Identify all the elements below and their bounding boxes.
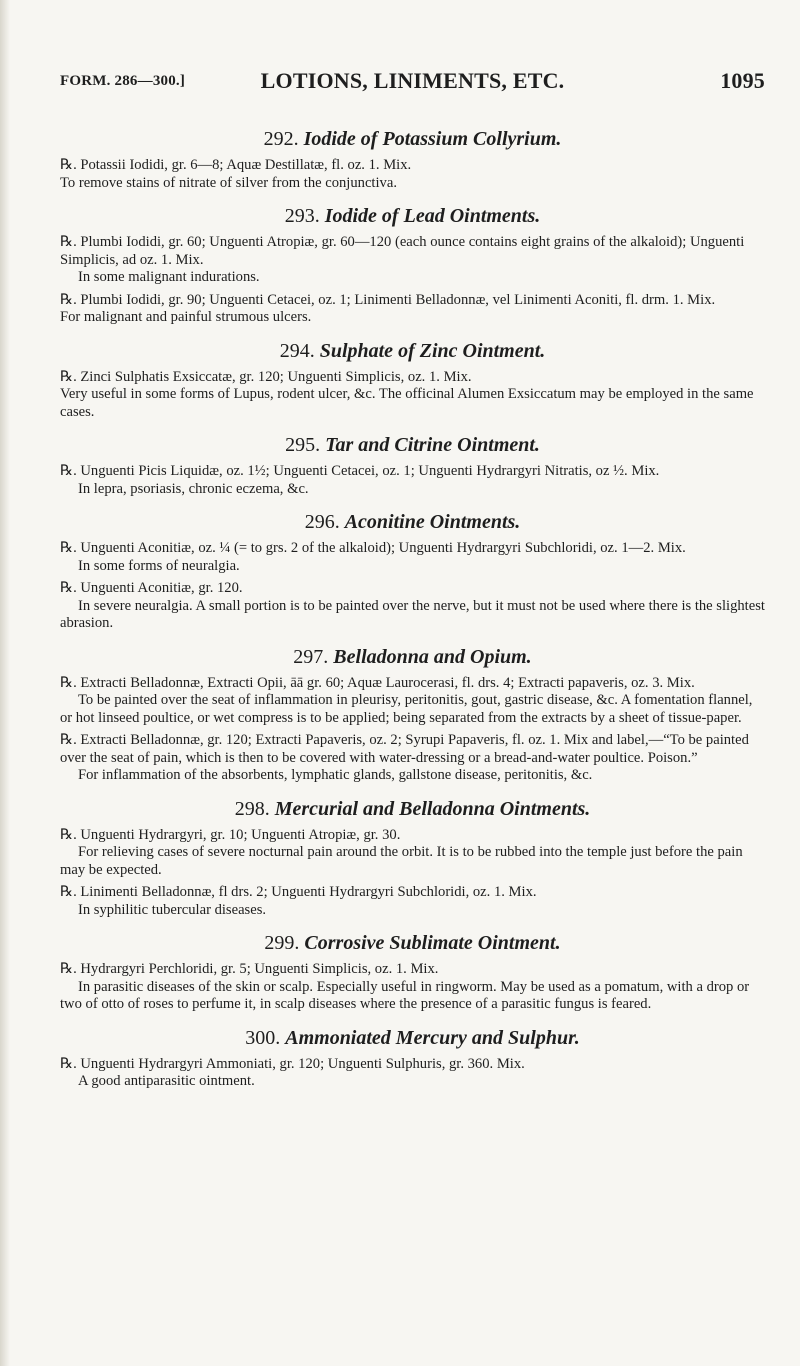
usage-note: In lepra, psoriasis, chronic eczema, &c. [78, 480, 309, 497]
section-number: 300. [245, 1026, 281, 1049]
formula-section [60, 797, 765, 920]
section-heading [60, 797, 765, 821]
section-number: 297. [293, 645, 329, 668]
usage-note: For relieving cases of severe nocturnal pain around the orbit. It is to be rubbed into the temple just before the pain may be expected. [60, 844, 743, 878]
usage-note: Very useful in some forms of Lupus, rodent ulcer, &c. The officinal Alumen Exsiccatum may be employed in the same cases. [60, 386, 754, 420]
usage-note: For inflammation of the absorbents, lymphatic glands, gallstone disease, peritonitis, &c. [78, 767, 593, 783]
prescription: ℞. Unguenti Picis Liquidæ, oz. 1½; Unguenti Cetacei, oz. 1; Unguenti Hydrargyri Nitratis, oz ½. Mix. [60, 463, 660, 479]
formula-section [60, 339, 765, 422]
usage-note: To be painted over the seat of inflammation in pleurisy, peritonitis, gout, gastric disease, &c. A fomentation flannel, or hot linseed poultice, or wet compress is to be applied; being separated from the extracts by a sheet of tissue-paper. [60, 692, 753, 726]
section-number: 293. [284, 205, 320, 227]
running-header [60, 68, 765, 98]
section-title: Tar and Citrine Ointment. [325, 434, 540, 456]
usage-note: In some forms of neuralgia. [78, 557, 240, 574]
formula-section [60, 510, 765, 633]
prescription: ℞. Unguenti Aconitiæ, oz. ¼ (= to grs. 2 of the alkaloid); Unguenti Hydrargyri Subchloridi, oz. 1—2. Mix. [60, 540, 686, 556]
section-number: 292. [263, 128, 299, 150]
prescription: ℞. Plumbi Iodidi, gr. 60; Unguenti Atropiæ, gr. 60—120 (each ounce contains eight grains of the alkaloid); Unguenti Simplicis, ad oz. 1. Mix. [60, 234, 745, 268]
section-title: Mercurial and Belladonna Ointments. [274, 797, 591, 820]
section-number: 296. [304, 511, 340, 533]
usage-note: In syphilitic tubercular diseases. [78, 901, 267, 918]
usage-note: In parasitic diseases of the skin or scalp. Especially useful in ringworm. May be used as a pomatum, with a drop or two of otto of roses to perfume it, in scalp diseases where the presence of a parasitic fungus is feared. [60, 978, 750, 1012]
usage-note: A good antiparasitic ointment. [78, 1073, 255, 1089]
usage-note: In some malignant indurations. [78, 269, 260, 285]
section-title: Iodide of Lead Ointments. [324, 205, 541, 227]
section-number: 299. [264, 932, 300, 954]
formula-section [60, 1026, 765, 1091]
prescription: ℞. Unguenti Hydrargyri, gr. 10; Unguenti Atropiæ, gr. 30. [60, 826, 401, 843]
section-heading [60, 1026, 765, 1050]
prescription: ℞. Unguenti Hydrargyri Ammoniati, gr. 120; Unguenti Sulphuris, gr. 360. Mix. [60, 1055, 525, 1072]
prescription: ℞. Hydrargyri Perchloridi, gr. 5; Unguenti Simplicis, oz. 1. Mix. [60, 961, 439, 977]
section-title: Iodide of Potassium Collyrium. [303, 128, 562, 150]
prescription: ℞. Plumbi Iodidi, gr. 90; Unguenti Cetacei, oz. 1; Linimenti Belladonnæ, vel Linimenti Aconiti, fl. drm. 1. Mix. [60, 291, 716, 308]
prescription: ℞. Unguenti Aconitiæ, gr. 120. [60, 580, 243, 596]
section-heading [60, 339, 765, 363]
formula-section [60, 931, 765, 1014]
prescription: ℞. Extracti Belladonnæ, Extracti Opii, āā gr. 60; Aquæ Laurocerasi, fl. drs. 4; Extracti papaveris, oz. 3. Mix. [60, 674, 695, 691]
formula-section [60, 433, 765, 498]
section-number: 298. [234, 797, 270, 820]
prescription: ℞. Extracti Belladonnæ, gr. 120; Extracti Papaveris, oz. 2; Syrupi Papaveris, fl. oz. 1. Mix and label,—“To be painted over the seat of pain, which is then to be covered with water-dressing or a bread-and-water poultice. Poison.” [60, 732, 749, 766]
section-number: 294. [279, 339, 315, 362]
page-number: 1095 [720, 68, 765, 93]
prescription: ℞. Potassii Iodidi, gr. 6—8; Aquæ Destillatæ, fl. oz. 1. Mix. [60, 157, 412, 173]
section-heading [60, 127, 765, 151]
section-heading [60, 645, 765, 669]
section-title: Belladonna and Opium. [333, 645, 532, 668]
running-title: LOTIONS, LINIMENTS, ETC. [260, 68, 565, 93]
section-title: Corrosive Sublimate Ointment. [304, 932, 561, 954]
prescription: ℞. Linimenti Belladonnæ, fl drs. 2; Unguenti Hydrargyri Subchloridi, oz. 1. Mix. [60, 884, 537, 900]
page-edge-shadow [0, 0, 10, 1366]
section-heading [60, 433, 765, 457]
section-heading [60, 931, 765, 955]
formula-section [60, 645, 765, 785]
usage-note: In severe neuralgia. A small portion is to be painted over the nerve, but it must not be used where there is the slightest abrasion. [60, 597, 765, 631]
section-title: Sulphate of Zinc Ointment. [319, 339, 546, 362]
formula-section [60, 127, 765, 192]
prescription: ℞. Zinci Sulphatis Exsiccatæ, gr. 120; Unguenti Simplicis, oz. 1. Mix. [60, 368, 472, 385]
page-body [60, 127, 765, 1103]
section-title: Ammoniated Mercury and Sulphur. [285, 1026, 580, 1049]
section-number: 295. [285, 434, 321, 456]
formula-section [60, 204, 765, 327]
section-heading [60, 204, 765, 228]
usage-note: To remove stains of nitrate of silver from the conjunctiva. [60, 174, 397, 191]
form-range: FORM. 286—300.] [60, 73, 186, 89]
usage-note: For malignant and painful strumous ulcers. [60, 309, 312, 325]
section-title: Aconitine Ointments. [344, 511, 521, 533]
section-heading [60, 510, 765, 534]
